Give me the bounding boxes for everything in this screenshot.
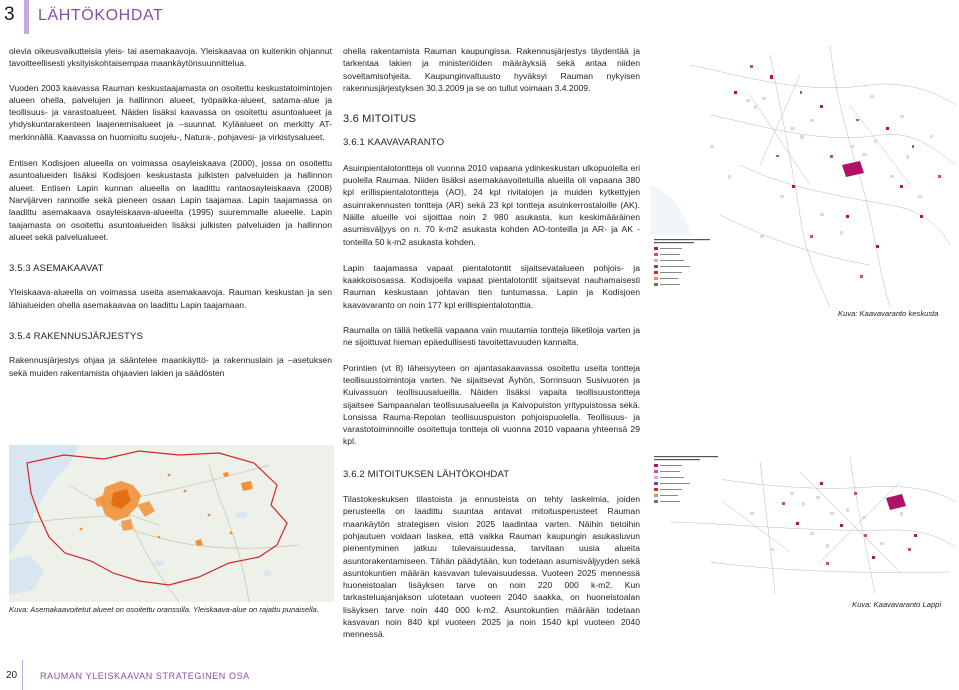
right-paragraph-2: Asuinpientalotontteja oli vuonna 2010 vapaana ydinkeskustan ulkopuolella eri puolella Raumaa. Niiden lisäksi asemakaavoitetuilla alueilla oli vapaana 380 kpl erillispientalotontteja (AO), 24 kpl rivitalojen ja muiden kytkettyjen asuinrakennusten tontteja (AR) sekä 23 kpl tontteja asuinkerrostaloille (AK). Näille alueille voi sijoittaa noin 2 980 asukasta, kun keskimääräinen asumisväljyys on n. 70 k-m2 asukasta kohden AO-tonteilla ja AR- ja AK -tonteilla 50 k-m2 asukasta kohden. — [343, 162, 640, 247]
heading-kaavavaranto: 3.6.1 KAAVAVARANTO — [343, 137, 445, 149]
heading-mitoituksen-lahtokohdat: 3.6.2 MITOITUKSEN LÄHTÖKOHDAT — [343, 468, 510, 480]
right-paragraph-3: Lapin taajamassa vapaat pientalotontit sijaitsevatalueen pohjois- ja kaakkoisosassa. Kodisjoella vapaat pientalotontit sijaitsevat nauhamaisesti Rauman keskustaan johtavan tien tuntumassa. Lapin ja Kodisjoen kaavavaranto on noin 177 kpl erillispientalotonttia. — [343, 262, 640, 310]
heading-mitoitus: 3.6 MITOITUS — [343, 113, 417, 126]
kaavavaranto-lappi-caption: Kuva: Kaavavaranto Lappi — [852, 600, 942, 609]
left-paragraph-1: olevia oikeusvaikutteisia yleis- tai asemakaavoja. Yleiskaavaa on kuitenkin ohjannut tavoitteellisesti yksityiskohtaisempaa maankäytönsuunnittelua. — [9, 46, 332, 69]
kaavavaranto-lappi-map — [650, 452, 956, 594]
asemakaava-map-caption: Kuva: Asemakaavoitetut alueet on osoitettu oranssilla. Yleiskaava-alue on rajattu punaisella. — [9, 605, 319, 614]
kaavavaranto-keskusta-caption: Kuva: Kaavavaranto keskusta — [838, 309, 939, 318]
heading-asemakaavat: 3.5.3 ASEMAKAAVAT — [9, 263, 104, 275]
left-paragraph-4: Yleiskaava-alueella on voimassa useita asemakaavoja. Rauman keskustan ja sen lähialueiden ohella asemakaavaa on laadittu Lapin taajamaan. — [9, 287, 332, 310]
kaavavaranto-keskusta-map — [650, 35, 956, 307]
chapter-number: 3 — [4, 4, 15, 25]
left-column — [9, 45, 332, 391]
heading-rakennusjarjestys: 3.5.4 RAKENNUSJÄRJESTYS — [9, 331, 143, 343]
left-paragraph-3: Entisen Kodisjoen alueella on voimassa osayleiskaava (2000), jossa on osoitettu asuntoalueiden lisäksi Kodisjoen keskustasta julkisten palveluiden ja hallinnon alueet. Entisen Lapin kunnan alueella on laadittu rantaosayleiskaava (2008) Narvijärven rannoille sekä pieneen osaan Lapin taajamaa. Lapin taajamassa on laadittu asemakaava osayleiskaava-alueelta (1995) suuremmalle alueelle. Lapin taajamasta on osoitettu asuntoalueiden lisäksi julkisten palveluiden ja hallinnon alueet sekä palvelualueet. — [9, 158, 332, 242]
asemakaava-map — [9, 445, 334, 602]
right-paragraph-6: Tilastokeskuksen tilastoista ja ennusteista on tehty laskelmia, joiden perusteella on laadittu suuntaa antavat mitoitusperusteet Rauman maankäytön strategisen vision 2025 laadintaa varten. Näihin tietoihin pohjautuen voidaan laskea, että vaikka Rauman kaupungin asukasluvun pienentyminen jatkuu tulevaisuudessa, tarvitaan uusia alueita asuntorakentamiseen. Tähän päädytään, kun todetaan asumisväljyyden sekä asuntokuntien määrän kasvavan tulevaisuudessa. Vuoteen 2025 mennessä huoneistoalan lisäyksen tarve on noin 220 000 k-m2. Kun tarkasteluajanjakson ulotetaan vuoteen 2040 saakka, on huoneistoalan lisäyksen tarve noin 440 000 k-m2. Asuntokuntien määrään todetaan kasvavan noin 840 kpl vuoteen 2025 ja noin 1540 kpl vuoteen 2040 mennessä. — [343, 494, 640, 640]
right-paragraph-5: Porintien (vt 8) läheisyyteen on ajantasakaavassa osoitettu useita tontteja teollisuustoimintoja varten. Ne sijaitsevat Äyhön, Sorrinsuon Susivuoren ja Kuivassuon teollisuusalueilla. Näiden lisäksi vapaita teollisuustontteja sijaitsee Sampaanalan teollisuusalueella ja Kaivopuiston yritypuistossa sekä. Lonsissa Rauma-Repolan teollisuuspuiston pohjoispuolella. Teollisuus- ja varastotoiminnoille osoitettuja tontteja oli vuonna 2010 vapaana yhteensä 29 kpl. — [343, 362, 640, 447]
chapter-title: LÄHTÖKOHDAT — [38, 7, 164, 24]
right-column — [343, 45, 640, 653]
chapter-accent-bar — [24, 0, 29, 34]
page-number: 20 — [6, 670, 18, 681]
right-paragraph-1: ohella rakentamista Rauman kaupungissa. Rakennusjärjestys täydentää ja tarkentaa lakien ja ministeriöiden määräyksiä sekä antaa niiden soveltamisohjeita. Kaupunginvaltuusto hyväksyi Rauman nykyisen rakennusjärjestyksen 30.3.2009 ja se on tullut voimaan 3.4.2009. — [343, 46, 640, 93]
document-title: RAUMAN YLEISKAAVAN STRATEGINEN OSA — [40, 671, 250, 681]
footer-accent-bar — [22, 660, 23, 690]
left-paragraph-2: Vuoden 2003 kaavassa Rauman keskustaajamasta on osoitettu keskustatoimintojen alueen ohella, palvelujen ja hallinnon alueet, työpaikka-alueet, satama-alue ja teollisuus- ja varastoalueet. Näiden lisäksi kaavassa on osoitettu asuntoalueet ja yhdyskuntarakenteen laajenemisalueet ja –suunnat. Kyläalueet on merkitty AT-merkinnällä. Kaavassa on huomioitu suojelu-, Natura-, pohjavesi- ja virkistysalueet. — [9, 82, 332, 142]
left-paragraph-5: Rakennusjärjestys ohjaa ja sääntelee maankäyttö- ja rakennuslain ja –asetuksen sekä muiden rakentamista ohjaavien lakien ja säädösten — [9, 355, 332, 378]
right-paragraph-4: Raumalla on tällä hetkellä vapaana vain muutamia tontteja liiketiloja varten ja ne sijoittuvat hieman epäedullisesti tavoitettavuuden kannalta. — [343, 325, 640, 348]
